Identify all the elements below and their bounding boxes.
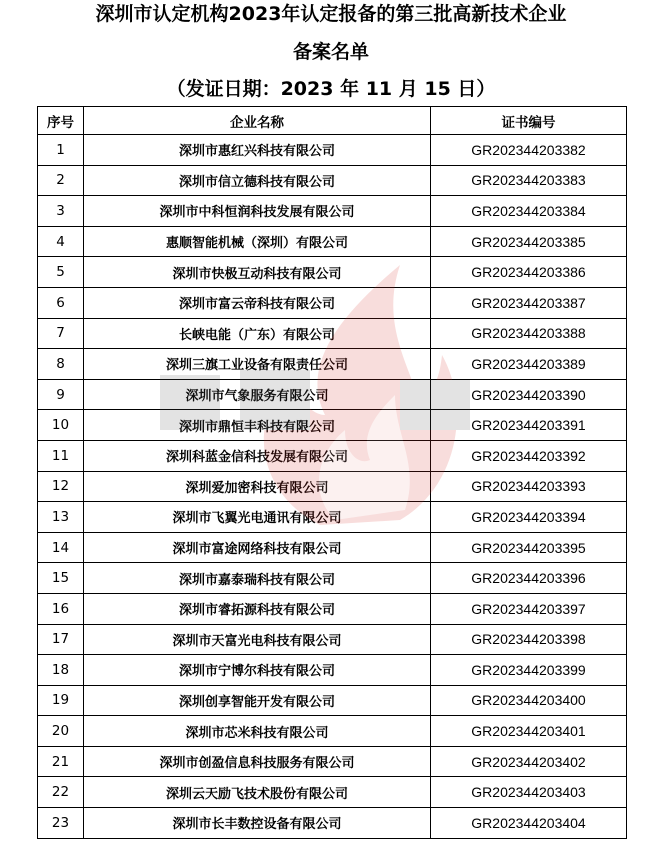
serial-no-cell: 13 xyxy=(38,502,84,533)
document-subtitle: 备案名单 xyxy=(292,41,369,63)
table-row xyxy=(38,471,627,502)
enterprise-table xyxy=(37,106,627,839)
table-row xyxy=(38,440,627,471)
table-row xyxy=(38,287,627,318)
serial-no-cell: 19 xyxy=(38,685,84,716)
serial-no-cell: 7 xyxy=(38,318,84,349)
certificate-no-cell: GR202344203384 xyxy=(431,196,627,227)
company-name-cell: 深圳市气象服务有限公司 xyxy=(84,379,431,410)
table-row xyxy=(38,777,627,808)
serial-no-cell: 8 xyxy=(38,349,84,380)
table-row xyxy=(38,685,627,716)
table-row xyxy=(38,655,627,686)
document-title: 深圳市认定机构2023年认定报备的第三批高新技术企业 xyxy=(95,3,567,25)
serial-no-cell: 20 xyxy=(38,716,84,747)
certificate-no-cell: GR202344203393 xyxy=(431,471,627,502)
certificate-no-cell: GR202344203403 xyxy=(431,777,627,808)
company-name-cell: 深圳市中科恒润科技发展有限公司 xyxy=(84,196,431,227)
table-row xyxy=(38,808,627,839)
table-row xyxy=(38,624,627,655)
serial-no-cell: 16 xyxy=(38,593,84,624)
serial-no-cell: 17 xyxy=(38,624,84,655)
company-name-cell: 深圳市惠红兴科技有限公司 xyxy=(84,135,431,166)
certificate-no-cell: GR202344203395 xyxy=(431,532,627,563)
table-row xyxy=(38,593,627,624)
company-name-cell: 深圳市信立德科技有限公司 xyxy=(84,165,431,196)
company-name-cell: 深圳市飞翼光电通讯有限公司 xyxy=(84,502,431,533)
certificate-no-cell: GR202344203401 xyxy=(431,716,627,747)
certificate-no-cell: GR202344203390 xyxy=(431,379,627,410)
company-name-cell: 深圳市富云帝科技有限公司 xyxy=(84,287,431,318)
header-certificate-no: 证书编号 xyxy=(431,107,627,135)
certificate-no-cell: GR202344203385 xyxy=(431,226,627,257)
company-name-cell: 深圳爱加密科技有限公司 xyxy=(84,471,431,502)
table-row xyxy=(38,502,627,533)
serial-no-cell: 4 xyxy=(38,226,84,257)
table-row xyxy=(38,135,627,166)
company-name-cell: 深圳市天富光电科技有限公司 xyxy=(84,624,431,655)
table-row xyxy=(38,379,627,410)
table-row xyxy=(38,410,627,441)
company-name-cell: 深圳市长丰数控设备有限公司 xyxy=(84,808,431,839)
certificate-no-cell: GR202344203391 xyxy=(431,410,627,441)
serial-no-cell: 12 xyxy=(38,471,84,502)
certificate-no-cell: GR202344203387 xyxy=(431,287,627,318)
company-name-cell: 深圳市富途网络科技有限公司 xyxy=(84,532,431,563)
serial-no-cell: 11 xyxy=(38,440,84,471)
company-name-cell: 深圳科蓝金信科技发展有限公司 xyxy=(84,440,431,471)
certificate-no-cell: GR202344203397 xyxy=(431,593,627,624)
serial-no-cell: 10 xyxy=(38,410,84,441)
certificate-no-cell: GR202344203388 xyxy=(431,318,627,349)
company-name-cell: 深圳市快极互动科技有限公司 xyxy=(84,257,431,288)
serial-no-cell: 2 xyxy=(38,165,84,196)
certificate-no-cell: GR202344203398 xyxy=(431,624,627,655)
serial-no-cell: 9 xyxy=(38,379,84,410)
certificate-no-cell: GR202344203392 xyxy=(431,440,627,471)
table-row xyxy=(38,716,627,747)
certificate-no-cell: GR202344203402 xyxy=(431,746,627,777)
table-row xyxy=(38,318,627,349)
certificate-no-cell: GR202344203400 xyxy=(431,685,627,716)
company-name-cell: 惠顺智能机械（深圳）有限公司 xyxy=(84,226,431,257)
serial-no-cell: 23 xyxy=(38,808,84,839)
serial-no-cell: 21 xyxy=(38,746,84,777)
table-row xyxy=(38,196,627,227)
table-row xyxy=(38,226,627,257)
certificate-no-cell: GR202344203383 xyxy=(431,165,627,196)
serial-no-cell: 3 xyxy=(38,196,84,227)
certificate-no-cell: GR202344203389 xyxy=(431,349,627,380)
company-name-cell: 深圳市芯米科技有限公司 xyxy=(84,716,431,747)
company-name-cell: 深圳市宁博尔科技有限公司 xyxy=(84,655,431,686)
table-row xyxy=(38,746,627,777)
table-row xyxy=(38,165,627,196)
table-row xyxy=(38,563,627,594)
certificate-no-cell: GR202344203382 xyxy=(431,135,627,166)
company-name-cell: 深圳市睿拓源科技有限公司 xyxy=(84,593,431,624)
company-name-cell: 深圳市嘉泰瑞科技有限公司 xyxy=(84,563,431,594)
certificate-no-cell: GR202344203404 xyxy=(431,808,627,839)
certificate-no-cell: GR202344203394 xyxy=(431,502,627,533)
certificate-no-cell: GR202344203399 xyxy=(431,655,627,686)
table-header-row xyxy=(38,107,627,135)
certificate-no-cell: GR202344203396 xyxy=(431,563,627,594)
serial-no-cell: 22 xyxy=(38,777,84,808)
company-name-cell: 深圳市鼎恒丰科技有限公司 xyxy=(84,410,431,441)
serial-no-cell: 5 xyxy=(38,257,84,288)
serial-no-cell: 18 xyxy=(38,655,84,686)
company-name-cell: 深圳云天励飞技术股份有限公司 xyxy=(84,777,431,808)
serial-no-cell: 14 xyxy=(38,532,84,563)
company-name-cell: 深圳市创盈信息科技服务有限公司 xyxy=(84,746,431,777)
header-serial-no: 序号 xyxy=(38,107,84,135)
table-row xyxy=(38,257,627,288)
table-row xyxy=(38,349,627,380)
company-name-cell: 深圳创享智能开发有限公司 xyxy=(84,685,431,716)
certificate-no-cell: GR202344203386 xyxy=(431,257,627,288)
header-company-name: 企业名称 xyxy=(84,107,431,135)
company-name-cell: 长峡电能（广东）有限公司 xyxy=(84,318,431,349)
issue-date-line: （发证日期：2023 年 11 月 15 日） xyxy=(166,78,496,100)
company-name-cell: 深圳三旗工业设备有限责任公司 xyxy=(84,349,431,380)
table-row xyxy=(38,532,627,563)
serial-no-cell: 6 xyxy=(38,287,84,318)
serial-no-cell: 1 xyxy=(38,135,84,166)
serial-no-cell: 15 xyxy=(38,563,84,594)
